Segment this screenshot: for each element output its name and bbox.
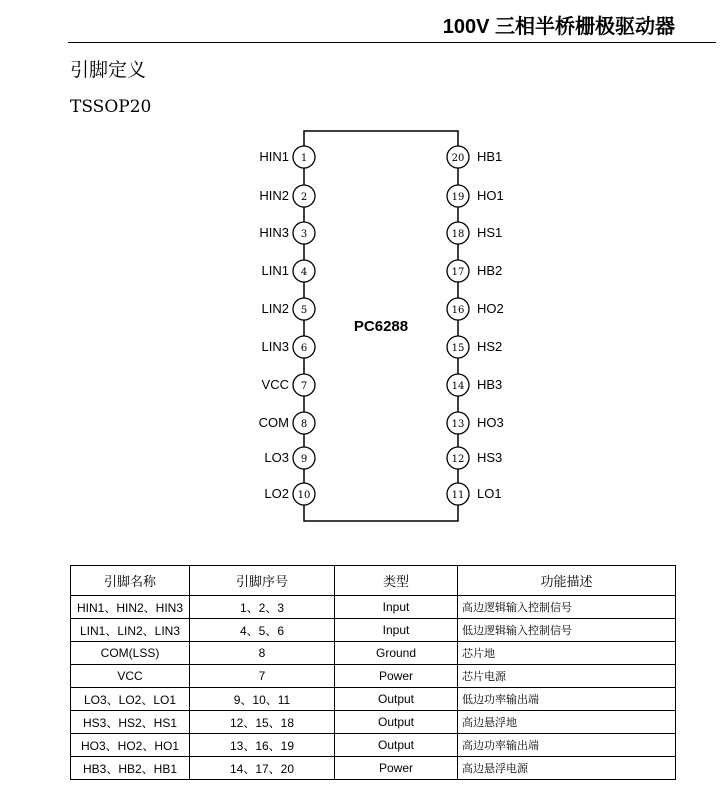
table-cell: 芯片电源 [458, 665, 676, 688]
pin-number: 10 [297, 490, 311, 501]
pin-label: HB1 [477, 149, 503, 164]
pin-19 [447, 185, 504, 207]
pin-label: VCC [261, 377, 289, 392]
pin-label: HS1 [477, 225, 503, 240]
pin-15 [447, 336, 502, 358]
pin-number: 8 [300, 419, 308, 430]
table-row [71, 734, 676, 757]
pin-table [70, 565, 676, 780]
table-cell: 1、2、3 [190, 596, 335, 619]
table-cell: Input [335, 596, 458, 619]
table-cell: Output [335, 688, 458, 711]
pin-label: LO3 [264, 450, 289, 465]
table-row [71, 757, 676, 780]
column-header: 类型 [335, 566, 458, 596]
pin-16 [447, 298, 504, 320]
pin-label: LIN3 [261, 339, 289, 354]
pin-label: HB2 [477, 263, 503, 278]
table-cell: Output [335, 711, 458, 734]
pin-label: HS3 [477, 450, 503, 465]
pin-13 [447, 412, 504, 434]
table-row [71, 619, 676, 642]
table-cell: 低边逻辑输入控制信号 [458, 619, 676, 642]
chip-name: PC6288 [353, 318, 409, 335]
table-cell: 8 [190, 642, 335, 665]
pin-label: HO3 [477, 415, 504, 430]
pin-12 [447, 447, 502, 469]
pin-number: 15 [451, 343, 465, 354]
pin-17 [447, 260, 502, 282]
pin-number: 2 [300, 192, 308, 203]
pin-1 [259, 146, 315, 168]
pin-5 [262, 298, 315, 320]
pin-number: 9 [300, 454, 308, 465]
pin-number: 20 [451, 153, 465, 164]
pin-4 [262, 260, 315, 282]
pin-number: 19 [451, 192, 465, 203]
pin-label: COM [258, 415, 289, 430]
pin-label: HB3 [477, 377, 503, 392]
table-cell: 14、17、20 [190, 757, 335, 780]
pin-2 [259, 185, 315, 207]
pin-number: 14 [451, 381, 465, 392]
table-cell: COM(LSS) [71, 642, 190, 665]
table-cell: HIN1、HIN2、HIN3 [71, 596, 190, 619]
pin-14 [447, 374, 502, 396]
table-cell: 高边功率输出端 [458, 734, 676, 757]
section-title: 引脚定义 [70, 60, 147, 81]
pin-label: HIN3 [259, 225, 289, 240]
column-header: 引脚名称 [71, 566, 190, 596]
pin-number: 12 [451, 454, 465, 465]
pin-number: 16 [451, 305, 465, 316]
table-cell: 13、16、19 [190, 734, 335, 757]
pin-6 [262, 336, 315, 358]
table-cell: HS3、HS2、HS1 [71, 711, 190, 734]
column-header: 功能描述 [458, 566, 676, 596]
table-row [71, 665, 676, 688]
table-row [71, 642, 676, 665]
pin-label: HO1 [477, 188, 504, 203]
pin-number: 4 [300, 267, 308, 278]
table-cell: 高边悬浮电源 [458, 757, 676, 780]
pin-label: HIN1 [259, 149, 289, 164]
table-cell: Input [335, 619, 458, 642]
pin-9 [264, 447, 315, 469]
table-cell: Power [335, 757, 458, 780]
pin-number: 18 [451, 229, 465, 240]
pin-label: LO2 [264, 486, 289, 501]
pin-18 [447, 222, 502, 244]
table-cell: LO3、LO2、LO1 [71, 688, 190, 711]
table-cell: Ground [335, 642, 458, 665]
column-header: 引脚序号 [190, 566, 335, 596]
pin-label: HIN2 [259, 188, 289, 203]
table-cell: Output [335, 734, 458, 757]
table-cell: 低边功率输出端 [458, 688, 676, 711]
pin-number: 5 [300, 305, 308, 316]
table-cell: 9、10、11 [190, 688, 335, 711]
pin-8 [259, 412, 315, 434]
document-header-title: 100V 三相半桥栅极驱动器 [442, 16, 675, 38]
table-cell: Power [335, 665, 458, 688]
pin-10 [264, 483, 315, 505]
table-row [71, 596, 676, 619]
pin-number: 3 [300, 229, 308, 240]
table-cell: 芯片地 [458, 642, 676, 665]
pin-label: HO2 [477, 301, 504, 316]
table-cell: 12、15、18 [190, 711, 335, 734]
pin-11 [447, 483, 502, 505]
table-cell: LIN1、LIN2、LIN3 [71, 619, 190, 642]
table-row [71, 688, 676, 711]
pin-number: 17 [451, 267, 465, 278]
pin-3 [259, 222, 315, 244]
table-cell: 4、5、6 [190, 619, 335, 642]
pin-number: 1 [300, 153, 308, 164]
pin-number: 13 [451, 419, 465, 430]
pin-label: LIN2 [261, 301, 289, 316]
table-cell: VCC [71, 665, 190, 688]
pin-number: 6 [300, 343, 308, 354]
table-cell: 高边逻辑输入控制信号 [458, 596, 676, 619]
pin-20 [447, 146, 502, 168]
table-cell: 7 [190, 665, 335, 688]
pin-number: 11 [451, 490, 465, 501]
pin-number: 7 [300, 381, 308, 392]
pin-label: LO1 [477, 486, 502, 501]
table-cell: 高边悬浮地 [458, 711, 676, 734]
pin-7 [262, 374, 315, 396]
table-row [71, 711, 676, 734]
pin-label: LIN1 [261, 263, 289, 278]
pin-label: HS2 [477, 339, 503, 354]
table-cell: HB3、HB2、HB1 [71, 757, 190, 780]
table-cell: HO3、HO2、HO1 [71, 734, 190, 757]
package-name: TSSOP20 [70, 97, 152, 117]
